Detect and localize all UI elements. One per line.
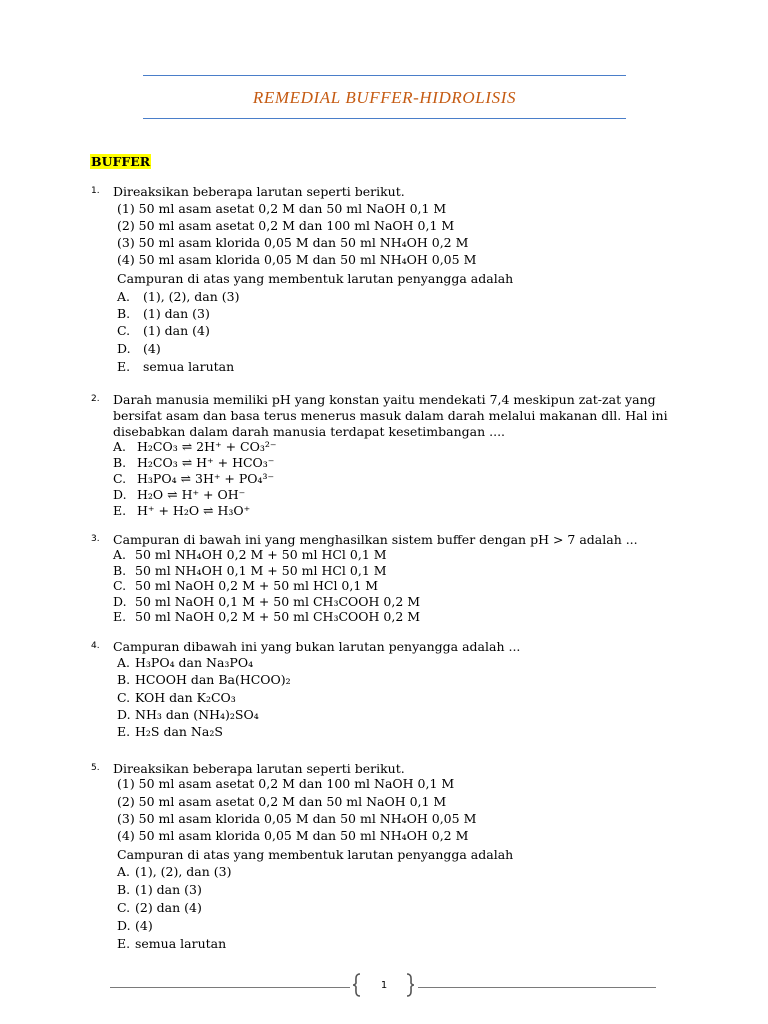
answer-option <box>117 341 161 357</box>
option-label: C. <box>117 323 131 338</box>
answer-option <box>117 900 202 916</box>
title-rule-top <box>143 75 626 76</box>
answer-option <box>113 578 378 594</box>
answer-option <box>117 864 232 880</box>
option-text: H₃PO₄ dan Na₃PO₄ <box>135 655 254 670</box>
option-text: NH₃ dan (NH₄)₂SO₄ <box>135 707 259 722</box>
option-label: E. <box>117 936 131 951</box>
answer-option <box>117 289 240 305</box>
question-stem: Direaksikan beberapa larutan seperti berikut. <box>113 184 405 199</box>
footer-rule <box>110 987 350 988</box>
option-label: D. <box>113 594 127 609</box>
option-text: 50 ml NaOH 0,2 M + 50 ml HCl 0,1 M <box>135 578 379 593</box>
answer-option <box>113 455 274 471</box>
question-stem: Direaksikan beberapa larutan seperti berikut. <box>113 761 405 776</box>
option-label: A. <box>113 439 127 454</box>
option-label: A. <box>113 547 127 562</box>
title-rule-bottom <box>143 118 626 119</box>
option-text: H₂CO₃ ⇌ 2H⁺ + CO₃²⁻ <box>137 439 277 454</box>
list-item: (3) 50 ml asam klorida 0,05 M dan 50 ml NH₄OH 0,05 M <box>117 811 477 826</box>
answer-option <box>117 306 210 322</box>
answer-option <box>117 918 153 934</box>
question-number: 2. <box>91 394 100 404</box>
answer-option <box>113 594 420 610</box>
answer-option <box>117 359 234 375</box>
answer-option <box>113 503 250 519</box>
question-number: 5. <box>91 763 100 773</box>
option-text: 50 ml NH₄OH 0,2 M + 50 ml HCl 0,1 M <box>135 547 387 562</box>
answer-option <box>113 547 387 563</box>
option-text: KOH dan K₂CO₃ <box>135 690 236 705</box>
option-text: (4) <box>143 341 161 356</box>
option-text: (2) dan (4) <box>135 900 202 915</box>
option-text: H₂O ⇌ H⁺ + OH⁻ <box>137 487 246 502</box>
option-text: (1), (2), dan (3) <box>135 864 232 879</box>
option-label: C. <box>117 690 131 705</box>
option-label: E. <box>113 503 127 518</box>
answer-option <box>117 323 210 339</box>
option-text: (1) dan (3) <box>143 306 210 321</box>
question-number: 3. <box>91 534 100 544</box>
answer-option <box>117 882 202 898</box>
option-text: (4) <box>135 918 153 933</box>
option-label: B. <box>117 882 131 897</box>
answer-option <box>113 471 274 487</box>
option-label: A. <box>117 289 131 304</box>
option-text: HCOOH dan Ba(HCOO)₂ <box>135 672 291 687</box>
question-stem: Campuran dibawah ini yang bukan larutan penyangga adalah ... <box>113 639 521 654</box>
list-item: (1) 50 ml asam asetat 0,2 M dan 50 ml NaOH 0,1 M <box>117 201 447 216</box>
option-label: E. <box>117 724 131 739</box>
option-label: C. <box>113 471 127 486</box>
option-text: 50 ml NaOH 0,2 M + 50 ml CH₃COOH 0,2 M <box>135 609 421 624</box>
option-text: H₂S dan Na₂S <box>135 724 223 739</box>
option-text: H₃PO₄ ⇌ 3H⁺ + PO₄³⁻ <box>137 471 275 486</box>
question-stem-line: Darah manusia memiliki pH yang konstan yaitu mendekati 7,4 meskipun zat-zat yang <box>113 392 656 407</box>
answer-option <box>117 724 223 740</box>
option-label: B. <box>113 563 127 578</box>
option-label: D. <box>117 707 131 722</box>
answer-option <box>117 936 226 952</box>
option-text: semua larutan <box>135 936 227 951</box>
left-bracket-icon <box>352 973 362 997</box>
question-number: 4. <box>91 641 100 651</box>
option-label: D. <box>113 487 127 502</box>
list-item: (2) 50 ml asam asetat 0,2 M dan 50 ml NaOH 0,1 M <box>117 794 447 809</box>
answer-option <box>117 690 236 706</box>
option-label: E. <box>117 359 131 374</box>
right-bracket-icon <box>405 973 415 997</box>
option-label: B. <box>113 455 127 470</box>
answer-option <box>117 672 291 688</box>
answer-option <box>117 655 253 671</box>
page-number: 1 <box>380 980 388 991</box>
list-item: (4) 50 ml asam klorida 0,05 M dan 50 ml NH₄OH 0,05 M <box>117 252 477 267</box>
option-label: D. <box>117 918 131 933</box>
option-label: E. <box>113 609 127 624</box>
list-item: (2) 50 ml asam asetat 0,2 M dan 100 ml NaOH 0,1 M <box>117 218 455 233</box>
option-text: semua larutan <box>143 359 235 374</box>
option-text: 50 ml NH₄OH 0,1 M + 50 ml HCl 0,1 M <box>135 563 387 578</box>
answer-option <box>113 609 420 625</box>
option-label: B. <box>117 306 131 321</box>
page-title: REMEDIAL BUFFER-HIDROLISIS <box>252 88 517 107</box>
section-heading: BUFFER <box>91 154 151 169</box>
option-label: C. <box>117 900 131 915</box>
answer-option <box>113 487 245 503</box>
option-label: B. <box>117 672 131 687</box>
option-label: A. <box>117 655 131 670</box>
option-text: (1) dan (4) <box>143 323 210 338</box>
option-label: D. <box>117 341 131 356</box>
question-prompt: Campuran di atas yang membentuk larutan penyangga adalah <box>117 847 514 862</box>
option-text: H⁺ + H₂O ⇌ H₃O⁺ <box>137 503 251 518</box>
question-stem: Campuran di bawah ini yang menghasilkan sistem buffer dengan pH > 7 adalah ... <box>113 532 638 547</box>
option-text: 50 ml NaOH 0,1 M + 50 ml CH₃COOH 0,2 M <box>135 594 421 609</box>
question-stem-line: bersifat asam dan basa terus menerus masuk dalam darah melalui makanan dll. Hal ini <box>113 408 668 423</box>
option-label: A. <box>117 864 131 879</box>
question-number: 1. <box>91 186 100 196</box>
answer-option <box>113 563 387 579</box>
answer-option <box>117 707 259 723</box>
list-item: (4) 50 ml asam klorida 0,05 M dan 50 ml NH₄OH 0,2 M <box>117 828 469 843</box>
option-text: (1), (2), dan (3) <box>143 289 240 304</box>
answer-option <box>113 439 276 455</box>
list-item: (3) 50 ml asam klorida 0,05 M dan 50 ml NH₄OH 0,2 M <box>117 235 469 250</box>
option-text: (1) dan (3) <box>135 882 202 897</box>
option-label: C. <box>113 578 127 593</box>
option-text: H₂CO₃ ⇌ H⁺ + HCO₃⁻ <box>137 455 275 470</box>
question-prompt: Campuran di atas yang membentuk larutan penyangga adalah <box>117 271 514 286</box>
list-item: (1) 50 ml asam asetat 0,2 M dan 100 ml NaOH 0,1 M <box>117 776 455 791</box>
footer-rule <box>418 987 656 988</box>
question-stem-line: disebabkan dalam darah manusia terdapat kesetimbangan .... <box>113 424 506 439</box>
